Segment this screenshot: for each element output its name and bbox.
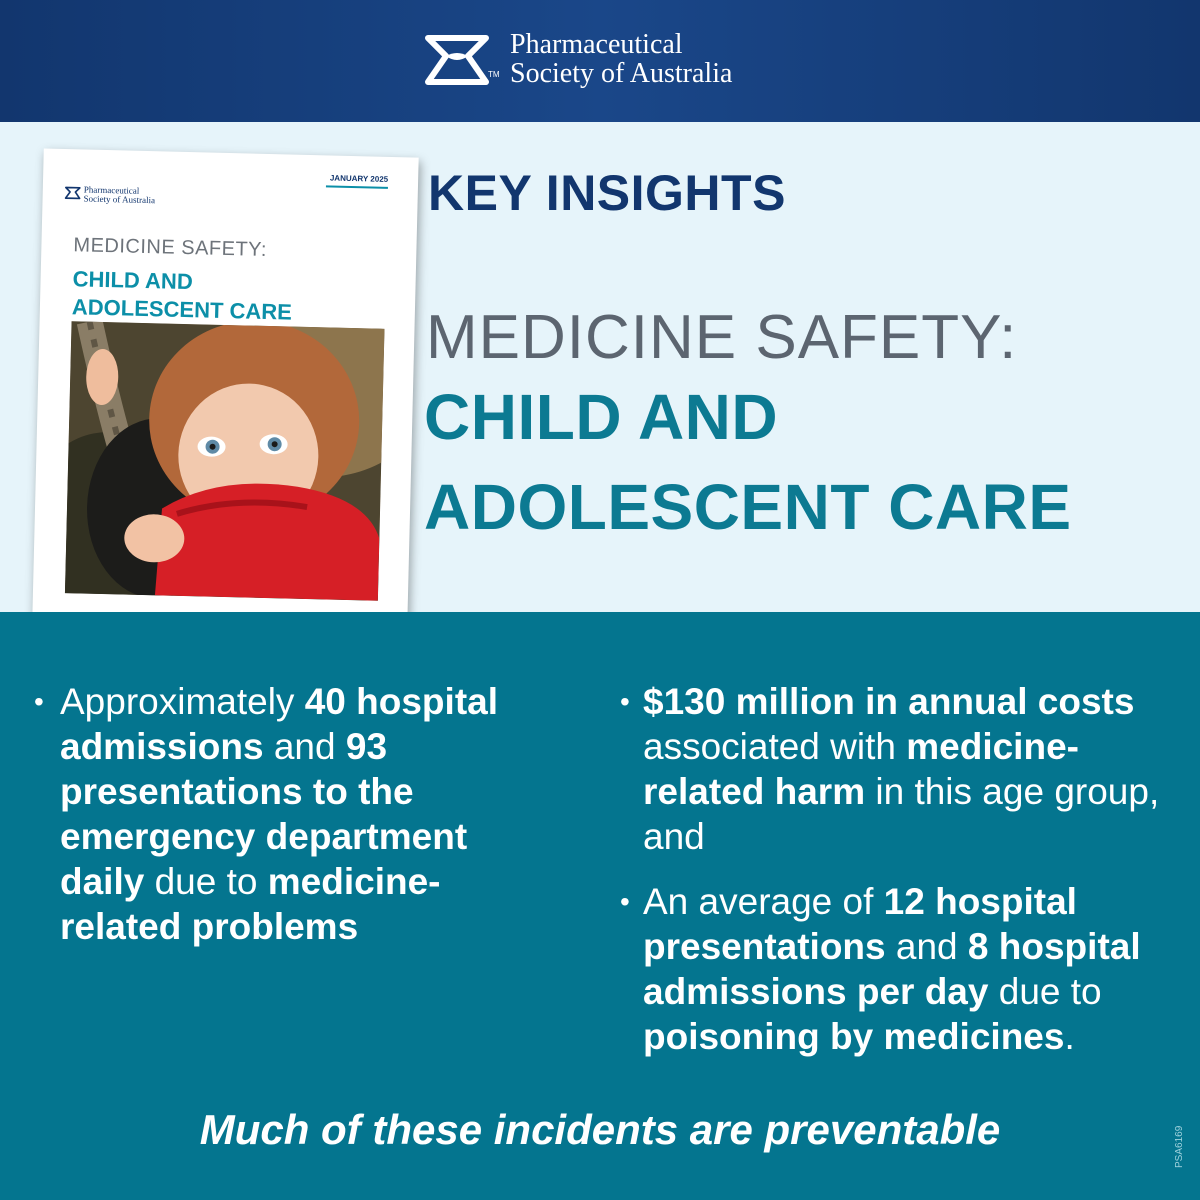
child-holding-rope-photo [65,321,385,601]
fact-text: Approximately [60,681,305,722]
fact-hospital-admissions [60,679,530,949]
bullet-icon: • [620,886,630,917]
bullet-icon: • [34,686,44,717]
cover-divider [326,185,388,189]
fact-highlight: 40 hospital admissions [60,681,498,767]
title-line-1: CHILD AND [424,381,779,453]
logo-line-1: Pharmaceutical [510,29,683,60]
photo-illustration [65,321,385,601]
subject-heading: MEDICINE SAFETY: [426,303,1018,372]
document-code: PSA6169 [1174,1125,1185,1168]
cover-title-line-2: ADOLESCENT CARE [71,294,293,325]
psa-logo-icon [424,32,490,90]
cover-logo-line-1: Pharmaceutical [83,184,140,196]
key-insights-heading: KEY INSIGHTS [428,165,786,221]
fact-highlight: medicine-related harm [643,726,1079,812]
cover-date: JANUARY 2025 [329,173,389,184]
title-line-2: ADOLESCENT CARE [424,471,1072,543]
cover-logo-wordmark [83,185,155,205]
fact-text: . [1064,1016,1075,1057]
fact-highlight: $130 million in annual costs [643,681,1135,722]
logo-line-2: Society of Australia [510,58,733,89]
fact-highlight: 8 hospital admissions per day [643,926,1141,1012]
fact-annual-costs [643,679,1183,859]
psa-logo-icon [65,186,81,200]
fact-highlight: poisoning by medicines [643,1016,1065,1057]
fact-text: due to [988,971,1102,1012]
cover-logo-line-2: Society of Australia [83,193,156,206]
fact-text: and [263,726,346,767]
header-banner [0,0,1200,122]
fact-text: associated with [643,726,907,767]
fact-text: and [885,926,968,967]
cover-subject: MEDICINE SAFETY: [73,234,268,261]
fact-text: in this age group, and [643,771,1160,857]
fact-poisoning [643,879,1183,1059]
logo-wordmark [510,30,732,88]
psa-logo[interactable] [424,30,784,94]
fact-text: due to [144,861,268,902]
preventable-statement: Much of these incidents are preventable [199,1106,1001,1153]
bullet-icon: • [620,686,630,717]
report-cover[interactable] [32,148,418,627]
trademark-symbol: TM [488,70,500,79]
cover-title-line-1: CHILD AND [72,266,194,295]
fact-highlight: 93 presentations to the emergency department daily [60,726,468,902]
fact-text: An average of [643,881,884,922]
fact-highlight: medicine-related problems [60,861,441,947]
fact-highlight: 12 hospital presentations [643,881,1077,967]
